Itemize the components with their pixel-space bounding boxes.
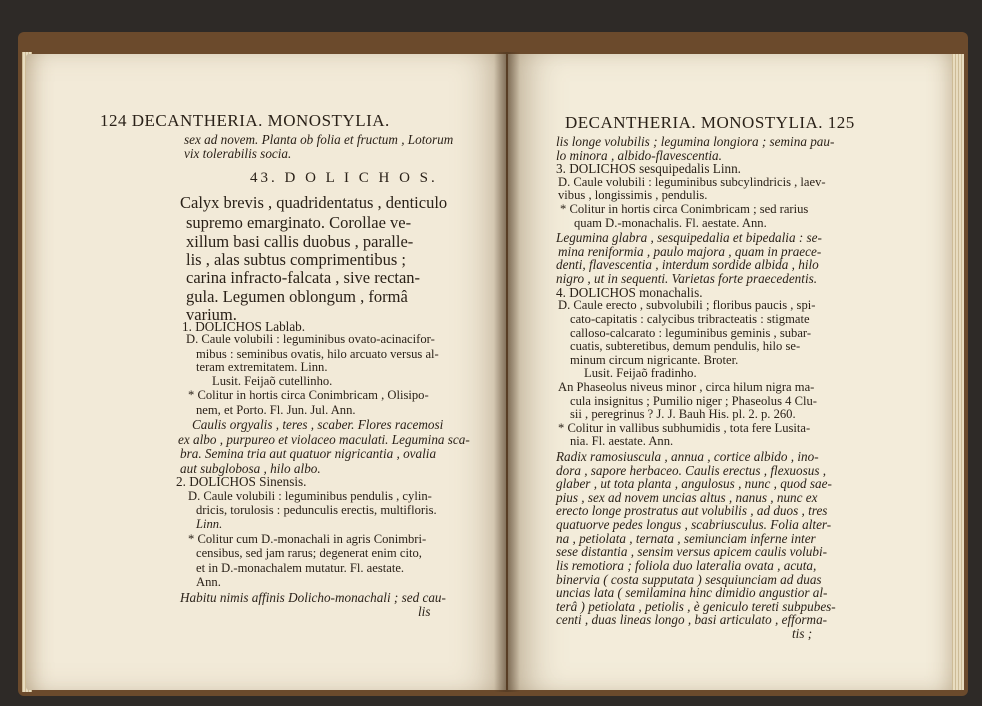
text-line: quatuorve pedes longus , scabriusculus. Folia alter- xyxy=(556,517,832,533)
text-line: D. Caule volubili : leguminibus pendulis , cylin- xyxy=(188,488,432,503)
text-line: * Colitur in hortis circa Conimbricam ; sed rarius xyxy=(560,202,809,217)
text-line: quam D.-monachalis. Fl. aestate. Ann. xyxy=(574,215,767,230)
text-line: xillum basi callis duobus , paralle- xyxy=(186,231,414,251)
text-line: 43. D O L I C H O S. xyxy=(250,170,438,187)
text-line: lis longe volubilis ; legumina longiora ; semina pau- xyxy=(556,134,835,149)
text-line: uncias lata ( semilamina hinc dimidio angustior al- xyxy=(556,585,828,601)
text-line: sex ad novem. Planta ob folia et fructum , Lotorum xyxy=(184,132,454,147)
text-line: sese distantia , sensim versus apicem caulis volubi- xyxy=(556,544,828,560)
text-line: Lusit. Feijaõ cutellinho. xyxy=(212,373,333,388)
text-line: 2. DOLICHOS Sinensis. xyxy=(176,474,307,490)
text-line: teram extremitatem. Linn. xyxy=(196,360,328,375)
text-line: Calyx brevis , quadridentatus , denticulo xyxy=(180,192,448,212)
left-page-header: 124 DECANTHERIA. MONOSTYLIA. xyxy=(100,111,390,130)
text-line: cula insignitus ; Pumilio niger ; Phaseolus 4 Clu- xyxy=(570,393,817,408)
text-line: Habitu nimis affinis Dolicho-monachali ; sed cau- xyxy=(180,589,446,605)
text-line: nigro , ut in sequenti. Varietas forte praecedentis. xyxy=(556,271,818,287)
text-line: lis xyxy=(418,604,431,619)
text-line: calloso-calcarato : leguminibus geminis , subar- xyxy=(570,325,812,340)
text-line: Ann. xyxy=(196,575,221,589)
text-line: supremo emarginato. Corollae ve- xyxy=(186,212,412,232)
text-line: na , petiolata , ternata , semiunciam inferne inter xyxy=(556,530,816,546)
text-line: cuatis, subteretibus, demum pendulis, hilo se- xyxy=(570,339,801,354)
text-line: 1. DOLICHOS Lablab. xyxy=(182,318,306,334)
text-line: D. Caule volubili : leguminibus ovato-acinacifor- xyxy=(186,332,435,347)
text-line: Lusit. Feijaõ fradinho. xyxy=(584,366,697,381)
text-line: Linn. xyxy=(196,517,223,532)
text-line: glaber , ut tota planta , angulosus , nunc , quod sae- xyxy=(556,476,832,492)
text-line: dricis, torulosis : pedunculis erectis, multifloris. xyxy=(196,503,437,518)
text-line: D. Caule erecto , subvolubili ; floribus paucis , spi- xyxy=(558,298,816,313)
text-line: et in D.-monachalem mutatur. Fl. aestate. xyxy=(196,560,405,575)
text-line: varium. xyxy=(186,305,237,325)
text-line: mina reniformia , paulo majora , quam in praece- xyxy=(558,243,822,259)
text-line: lis remotiora ; foliola duo lateralia ovata , acuta, xyxy=(556,557,817,573)
text-line: ex albo , purpureo et violaceo maculati. Legumina sca- xyxy=(178,431,470,447)
right-page-header: DECANTHERIA. MONOSTYLIA. 125 xyxy=(565,113,855,132)
text-line: nia. Fl. aestate. Ann. xyxy=(570,434,674,449)
text-line: Legumina glabra , sesquipedalia et bipedalia : se- xyxy=(556,230,822,246)
text-line: vix tolerabilis socia. xyxy=(184,145,292,161)
text-line: centi , duas lineas longo , basi articulato , efforma- xyxy=(556,612,828,628)
text-line: * Colitur in hortis circa Conimbricam , Olisipo- xyxy=(188,388,429,403)
text-line: mibus : seminibus ovatis, hilo arcuato versus al- xyxy=(196,346,439,361)
text-line: minum circum nigricante. Broter. xyxy=(570,352,739,367)
text-line: binervia ( costa supputata ) sesquiunciam ad duas xyxy=(556,571,822,587)
text-line: denti, flavescentia , interdum sordide albida , hilo xyxy=(556,257,819,273)
text-line: cato-capitatis : calycibus tribracteatis : stigmate xyxy=(570,311,810,326)
text-line: bra. Semina tria aut quatuor nigricantia , ovalia xyxy=(180,446,437,462)
text-line: lis , alas subtus comprimentibus ; xyxy=(186,249,406,269)
text-line: dora , sapore herbaceo. Caulis erectus , flexuosus , xyxy=(556,462,827,478)
text-line: terâ ) petiolata , petiolis , è geniculo tereti subpubes- xyxy=(556,598,836,614)
text-line: erecto longe prostratus aut volubilis , ad duos , tres xyxy=(556,503,828,519)
text-line: pius , sex ad novem uncias altus , nanus , nunc ex xyxy=(556,489,818,505)
text-line: censibus, sed jam rarus; degenerat enim cito, xyxy=(196,546,422,561)
text-line: An Phaseolus niveus minor , circa hilum nigra ma- xyxy=(558,380,815,394)
text-line: carina infracto-falcata , sive rectan- xyxy=(186,267,421,287)
text-line: Caulis orgyalis , teres , scaber. Flores racemosi xyxy=(192,417,444,433)
text-line: tis ; xyxy=(792,626,813,641)
text-line: lo minora , albido-flavescentia. xyxy=(556,147,722,163)
book-gutter xyxy=(494,52,520,692)
page-edges-right xyxy=(952,54,964,690)
text-line: Radix ramosiuscula , annua , cortice albido , ino- xyxy=(556,448,819,464)
text-line: * Colitur in vallibus subhumidis , tota fere Lusita- xyxy=(558,420,811,435)
text-line: vibus , longissimis , pendulis. xyxy=(558,188,708,203)
text-line: nem, et Porto. Fl. Jun. Jul. Ann. xyxy=(196,402,356,417)
text-line: aut subglobosa , hilo albo. xyxy=(180,460,321,476)
text-line: sii , peregrinus ? J. J. Bauh His. pl. 2. p. 260. xyxy=(570,407,796,422)
text-line: 4. DOLICHOS monachalis. xyxy=(556,284,703,300)
text-line: D. Caule volubili : leguminibus subcylindricis , laev- xyxy=(558,174,826,189)
text-line: * Colitur cum D.-monachali in agris Conimbri- xyxy=(188,531,427,546)
text-line: 3. DOLICHOS sesquipedalis Linn. xyxy=(556,161,741,177)
text-line: gula. Legumen oblongum , formâ xyxy=(186,286,408,306)
